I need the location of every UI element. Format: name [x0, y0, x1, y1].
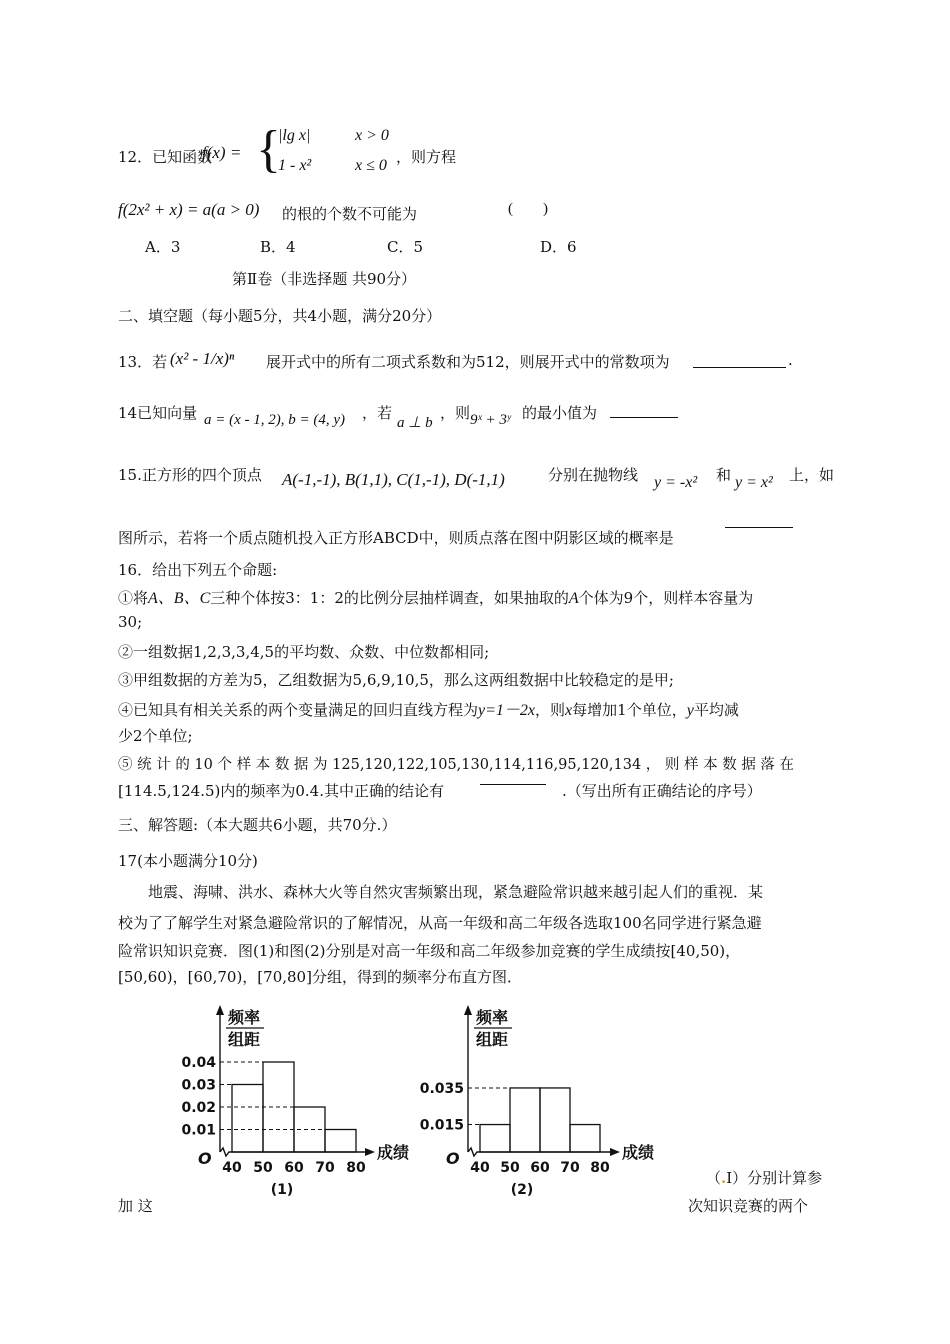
q15-prefix: 15.正方形的四个顶点 — [118, 466, 262, 484]
q15-tail: 上，如 — [789, 466, 835, 484]
histogram-1 — [180, 995, 410, 1205]
q14-expression: 9ˣ + 3ʸ — [470, 412, 511, 428]
q12-option-b: B．4 — [260, 238, 296, 256]
q16-intro: 16．给出下列五个命题: — [118, 561, 278, 579]
q17-para-line2: 校为了了解学生对紧急避险常识的了解情况，从高一年级和高二年级各选取100名同学进行紧急避 — [118, 914, 762, 932]
x-tick-label: 60 — [284, 1160, 304, 1176]
q16-item4 — [118, 697, 739, 720]
q16-item5-line1: ⑤ 统 计 的 10 个 样 本 数 据 为 125,120,122,105,130,114,116,95,120,134 ， 则 样 本 数 据 落 在 — [118, 757, 795, 773]
q17-part1-dot: . — [721, 1169, 727, 1187]
q17-heading: 17(本小题满分10分) — [118, 852, 258, 870]
histogram-bar — [325, 1130, 356, 1153]
q16-item1-var2: A — [568, 590, 579, 607]
q12-stem-suffix: ，则方程 — [396, 148, 457, 166]
q16-item1-c: 个体为9个，则样本容量为 — [578, 589, 754, 607]
q13-text: 展开式中的所有二项式系数和为512，则展开式中的常数项为 — [266, 353, 670, 371]
q16-answer-blank — [480, 778, 546, 785]
q16-item5-line2a: [114.5,124.5)内的频率为0.4.其中正确的结论有 — [118, 782, 444, 800]
histogram-bar — [510, 1088, 540, 1152]
q14-ruo: ，若 — [362, 404, 393, 422]
y-axis-arrow — [216, 1005, 224, 1015]
origin-label: O — [198, 1149, 212, 1168]
histogram-bar — [540, 1088, 570, 1152]
histogram-bar — [570, 1125, 600, 1152]
y-label-top: 频率 — [228, 1008, 261, 1027]
q14-suffix: 的最小值为 — [522, 404, 598, 422]
q12-case2-cond: x ≤ 0 — [355, 157, 387, 174]
x-axis-arrow — [610, 1148, 620, 1156]
q12-case1-expr: |lg x| — [278, 127, 311, 144]
x-axis-label: 成绩 — [377, 1143, 410, 1162]
q17-para-line4: [50,60)，[60,70)，[70,80]分组，得到的频率分布直方图． — [118, 968, 522, 986]
q16-item4-y: y — [686, 702, 694, 719]
q12-option-c: C．5 — [387, 238, 424, 256]
q13-prefix: 13．若 — [118, 353, 168, 371]
q17-right-tail: 次知识竞赛的两个 — [688, 1197, 809, 1215]
x-tick-label: 60 — [530, 1160, 550, 1176]
y-tick-label: 0.01 — [181, 1122, 216, 1139]
q17-para-line1: 地震、海啸、洪水、森林大火等自然灾害频繁出现，紧急避险常识越来越引起人们的重视．某 — [148, 883, 764, 901]
x-tick-label: 70 — [560, 1160, 580, 1176]
q13-expression: (x² - 1/x)ⁿ — [170, 349, 235, 368]
q16-item2: ②一组数据1,2,3,3,4,5的平均数、众数、中位数都相同; — [118, 643, 490, 661]
x-tick-label: 40 — [470, 1160, 490, 1176]
q14-answer-blank — [610, 403, 678, 418]
origin-label: O — [446, 1149, 460, 1168]
q15-line2: 图所示，若将一个质点随机投入正方形ABCD中，则质点落在图中阴影区域的概率是 — [118, 529, 674, 547]
q15-curve2: y = x² — [735, 474, 773, 491]
x-tick-label: 50 — [253, 1160, 273, 1176]
x-tick-label: 70 — [315, 1160, 335, 1176]
y-tick-label: 0.04 — [181, 1055, 216, 1071]
q15-answer-blank — [725, 519, 793, 528]
y-tick-label: 0.035 — [419, 1080, 464, 1097]
part2-title: 第Ⅱ卷（非选择题 共90分） — [232, 270, 417, 288]
q13-period: . — [788, 351, 793, 369]
section2-heading: 二、填空题（每小题5分，共4小题，满分20分） — [118, 307, 442, 325]
x-axis-arrow — [365, 1148, 375, 1156]
q16-item4-b: ，则 — [535, 701, 566, 719]
q13-answer-blank — [693, 352, 786, 368]
q17-part1-open: （ — [706, 1169, 722, 1187]
q17-para-line3: 险常识知识竞赛．图(1)和图(2)分别是对高一年级和高二年级参加竞赛的学生成绩按[40,50)， — [118, 942, 741, 960]
y-tick-label: 0.03 — [181, 1077, 216, 1094]
y-tick-label: 0.015 — [419, 1117, 464, 1134]
q12-brace: { — [256, 121, 281, 178]
x-tick-label: 50 — [500, 1160, 520, 1176]
q12-stem-prefix: 12．已知函数 — [118, 148, 213, 166]
histogram-2 — [400, 995, 670, 1205]
q17-left-tail: 加 这 — [118, 1197, 153, 1215]
q16-item1-vars: A、B、C — [148, 590, 211, 607]
section3-heading: 三、解答题:（本大题共6小题，共70分.） — [118, 816, 397, 834]
y-tick-label: 0.02 — [181, 1100, 216, 1116]
q12-option-a: A．3 — [145, 238, 181, 256]
q15-points: A(-1,-1), B(1,1), C(1,-1), D(-1,1) — [282, 470, 505, 489]
q15-he: 和 — [716, 466, 732, 484]
q12-equation: f(2x² + x) = a(a > 0) — [118, 200, 260, 219]
y-axis-arrow — [464, 1005, 472, 1015]
q12-option-d: D．6 — [540, 238, 577, 256]
q16-item1-b: 三种个体按3：1：2的比例分层抽样调查，如果抽取的 — [210, 589, 569, 607]
q16-item4-d: 平均减 — [693, 701, 739, 719]
q14-ze: ，则 — [440, 404, 471, 422]
q16-item4-eq: y=1－2x — [478, 702, 536, 719]
q17-part1 — [706, 1167, 822, 1188]
q12-case1-cond: x > 0 — [355, 127, 389, 144]
q16-item1-a: ①将 — [118, 589, 149, 607]
q14-perpendicular: a ⊥ b — [397, 415, 433, 431]
q12-line2-text: 的根的个数不可能为 — [282, 205, 418, 223]
histogram-bar — [232, 1085, 263, 1153]
q15-mid: 分别在抛物线 — [548, 466, 639, 484]
q14-vectors: a = (x - 1, 2), b = (4, y) — [204, 412, 346, 428]
q15-curve1: y = -x² — [654, 474, 698, 491]
y-label-bottom: 组距 — [476, 1030, 509, 1049]
q14-prefix: 14已知向量 — [118, 404, 198, 422]
q12-function-name: f(x) = — [202, 143, 242, 162]
q12-answer-paren: ( ) — [508, 201, 548, 217]
q16-item3: ③甲组数据的方差为5，乙组数据为5,6,9,10,5，那么这两组数据中比较稳定的是甲; — [118, 671, 674, 689]
q16-item1 — [118, 585, 753, 608]
q16-item4-c: 每增加1个单位， — [572, 701, 687, 719]
q16-item4-line2: 少2个单位; — [118, 727, 193, 745]
x-tick-label: 80 — [346, 1160, 366, 1176]
histogram-bar — [480, 1125, 510, 1152]
q16-item1-line2: 30; — [118, 613, 143, 631]
chart-caption: (1) — [270, 1182, 294, 1198]
q16-item4-a: ④已知具有相关关系的两个变量满足的回归直线方程为 — [118, 701, 479, 719]
chart-caption: (2) — [510, 1182, 534, 1198]
q16-item4-x: x — [565, 702, 573, 719]
q16-item5-line2b: .（写出所有正确结论的序号） — [562, 782, 762, 800]
q12-case2-expr: 1 - x² — [278, 157, 312, 174]
y-label-bottom: 组距 — [228, 1030, 261, 1049]
x-tick-label: 40 — [222, 1160, 242, 1176]
y-label-top: 频率 — [476, 1008, 509, 1027]
q17-part1-text: Ⅰ）分别计算参 — [726, 1169, 823, 1187]
x-tick-label: 80 — [590, 1160, 610, 1176]
x-axis-label: 成绩 — [622, 1143, 655, 1162]
